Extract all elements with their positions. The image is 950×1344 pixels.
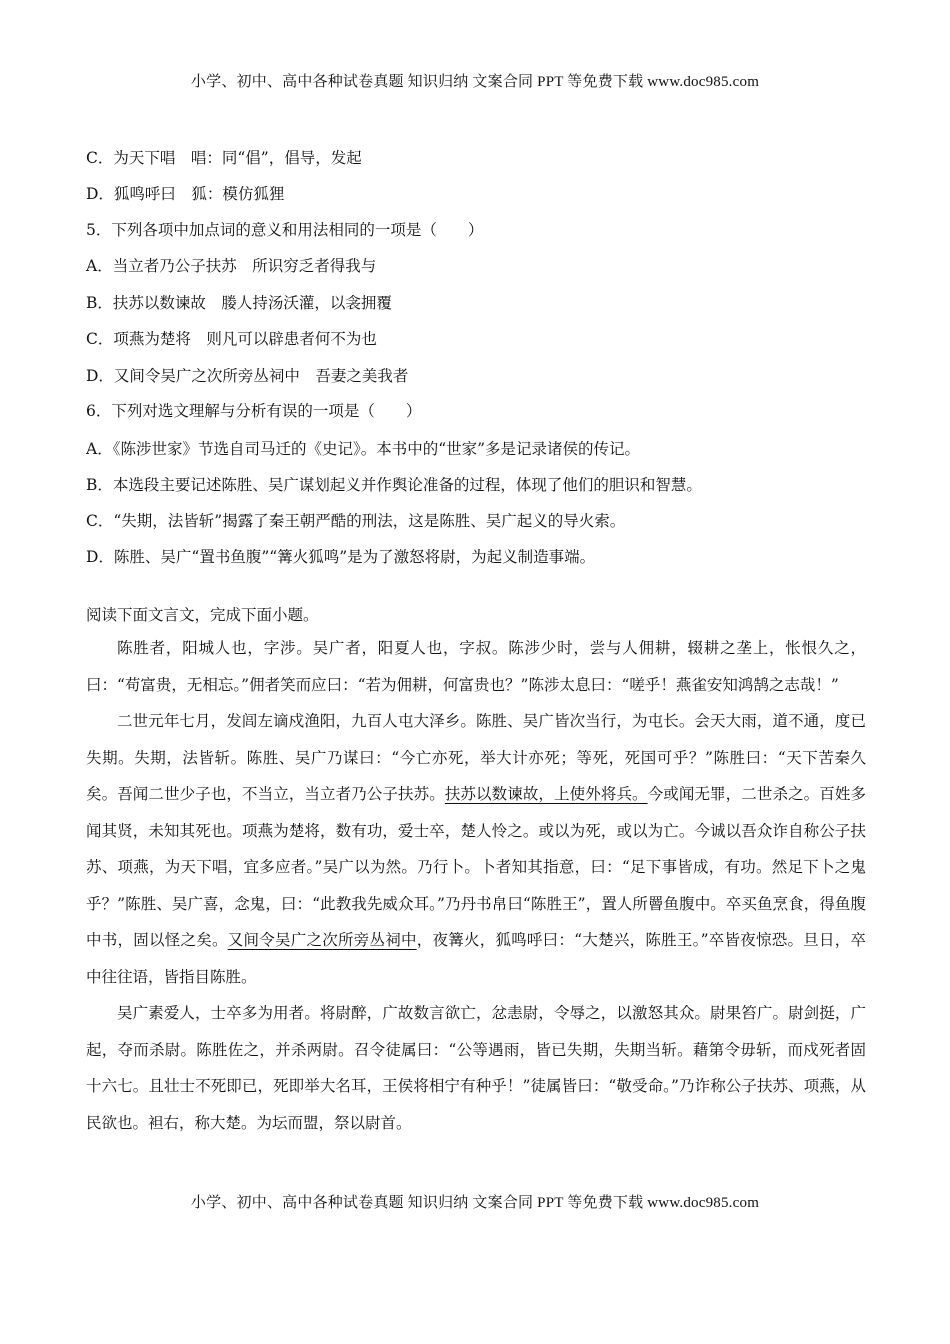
option-c-q6: C．“失期，法皆斩”揭露了秦王朝严酷的刑法，这是陈胜、吴广起义的导火索。 <box>86 512 626 530</box>
option-c-q4: C．为天下唱 唱：同“倡”，倡导，发起 <box>86 149 362 167</box>
passage-paragraph-1: 陈胜者，阳城人也，字涉。吴广者，阳夏人也，字叔。陈涉少时，尝与人佣耕，辍耕之垄上，怅恨久之，曰：“苟富贵，无相忘。”佣者笑而应曰：“若为佣耕，何富贵也？”陈涉太息曰：“嗟乎！燕雀安知鸿鹄之志哉！” <box>86 639 866 694</box>
underlined-sentence-2: 又间令吴广之次所旁丛祠中 <box>227 931 417 949</box>
underlined-sentence-1: 扶苏以数谏故，上使外将兵。 <box>444 785 648 803</box>
option-b-q6: B．本选段主要记述陈胜、吴广谋划起义并作舆论准备的过程，体现了他们的胆识和智慧。 <box>86 476 702 494</box>
option-d-q4: D．狐鸣呼曰 狐：模仿狐狸 <box>86 185 285 203</box>
page-header: 小学、初中、高中各种试卷真题 知识归纳 文案合同 PPT 等免费下载 www.doc985.com <box>190 74 760 90</box>
passage-paragraph-3: 吴广素爱人，士卒多为用者。将尉醉，广故数言欲亡，忿恚尉，令辱之，以激怒其众。尉果笞广。尉剑挺，广起，夺而杀尉。陈胜佐之，并杀两尉。召令徒属曰：“公等遇雨，皆已失期，失期当斩。藉第令毋斩，而戍死者固十六七。且壮士不死即已，死即举大名耳，王侯将相宁有种乎！”徒属皆曰：“敬受命。”乃诈称公子扶苏、项燕，从民欲也。袒右，称大楚。为坛而盟，祭以尉首。 <box>86 1004 866 1132</box>
option-d-q6: D．陈胜、吴广“置书鱼腹”“篝火狐鸣”是为了激怒将尉，为起义制造事端。 <box>86 548 596 566</box>
option-a-q6: A．《陈涉世家》节选自司马迁的《史记》。本书中的“世家”多是记录诸侯的传记。 <box>86 440 641 458</box>
option-b-q5: B．扶苏以数谏故 媵人持汤沃灌，以衾拥覆 <box>86 294 392 312</box>
question-5: 5．下列各项中加点词的意义和用法相同的一项是（ ） <box>86 221 484 239</box>
option-c-q5: C．项燕为楚将 则凡可以辟患者何不为也 <box>86 330 377 348</box>
passage-text: ，夜篝火，狐鸣呼曰：“大楚兴，陈胜王。”卒皆夜惊恐。旦日，卒中往往语，皆指目陈胜。 <box>86 931 866 986</box>
option-d-q5: D．又间令吴广之次所旁丛祠中 吾妻之美我者 <box>86 367 409 385</box>
question-6: 6．下列对选文理解与分析有误的一项是（ ） <box>86 402 422 420</box>
passage-text: 今或闻无罪，二世杀之。百姓多闻其贤，未知其死也。项燕为楚将，数有功，爱士卒，楚人怜之。或以为死，或以为亡。今诚以吾众诈自称公子扶苏、项燕，为天下唱，宜多应者。”吴广以为然。乃行卜。卜者知其指意，曰：“足下事皆成，有功。然足下卜之鬼乎？”陈胜、吴广喜，念鬼，曰：“此教我先威众耳。”乃丹书帛曰“陈胜王”，置人所罾鱼腹中。卒买鱼烹食，得鱼腹中书，固以怪之矣。 <box>86 785 866 949</box>
reading-instruction: 阅读下面文言文，完成下面小题。 <box>86 606 319 624</box>
passage-paragraph-2 <box>86 703 866 995</box>
page-footer: 小学、初中、高中各种试卷真题 知识归纳 文案合同 PPT 等免费下载 www.doc985.com <box>190 1195 760 1211</box>
option-a-q5: A．当立者乃公子扶苏 所识穷乏者得我与 <box>86 257 377 275</box>
classical-passage <box>86 630 866 1141</box>
passage-text: 二世元年七月，发闾左谪戍渔阳，九百人屯大泽乡。陈胜、吴广皆次当行，为屯长。会天大雨，道不通，度已失期。失期，法皆斩。陈胜、吴广乃谋曰：“今亡亦死，举大计亦死；等死，死国可乎？”陈胜曰：“天下苦秦久矣。吾闻二世少子也，不当立，当立者乃公子扶苏。 <box>86 712 866 803</box>
